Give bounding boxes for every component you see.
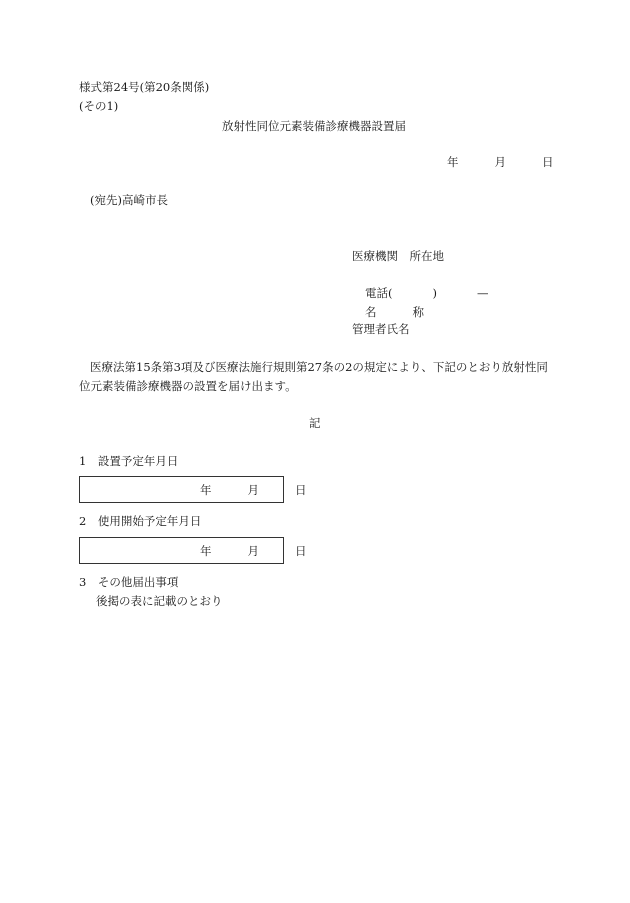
form-part: (その1): [79, 99, 119, 113]
submission-date: [447, 155, 554, 170]
record-heading: 記: [309, 416, 321, 430]
name-label-1: 名: [365, 305, 377, 319]
phone-label: 電話: [365, 286, 388, 300]
addressee: (宛先)高崎市長: [90, 193, 168, 207]
box-month-label: 月: [247, 483, 259, 497]
name-row: [365, 305, 424, 320]
phone-dash: —: [477, 286, 489, 300]
box-year-label: 年: [200, 544, 212, 558]
form-title: 放射性同位元素装備診療機器設置届: [222, 119, 406, 133]
body-line-2: 位元素装備診療機器の設置を届け出ます。: [79, 379, 297, 393]
item-3-content: 後掲の表に記載のとおり: [96, 594, 223, 608]
box-day-label: 日: [295, 544, 307, 558]
item-3-label: 3 その他届出事項: [79, 575, 179, 589]
item-1-date-box[interactable]: [79, 476, 307, 503]
date-month-label: 月: [494, 155, 506, 169]
box-day-label: 日: [295, 483, 307, 497]
institution-address-label: 医療機関 所在地: [352, 249, 444, 263]
item-1-label: 1 設置予定年月日: [79, 454, 179, 468]
item-2-date-box[interactable]: [79, 537, 307, 564]
item-2-date: [200, 544, 307, 559]
body-line-1: 医療法第15条第3項及び医療法施行規則第27条の2の規定により、下記のとおり放射性同: [90, 360, 548, 374]
phone-paren-close: ): [432, 286, 437, 300]
box-year-label: 年: [200, 483, 212, 497]
manager-name-label: 管理者氏名: [352, 322, 410, 336]
item-2-label: 2 使用開始予定年月日: [79, 514, 202, 528]
item-1-date: [200, 483, 307, 498]
phone-row: [365, 286, 489, 301]
box-month-label: 月: [247, 544, 259, 558]
phone-paren-open: (: [388, 286, 393, 300]
name-label-2: 称: [412, 305, 424, 319]
date-day-label: 日: [542, 155, 554, 169]
form-number: 様式第24号(第20条関係): [79, 80, 210, 94]
date-year-label: 年: [447, 155, 459, 169]
